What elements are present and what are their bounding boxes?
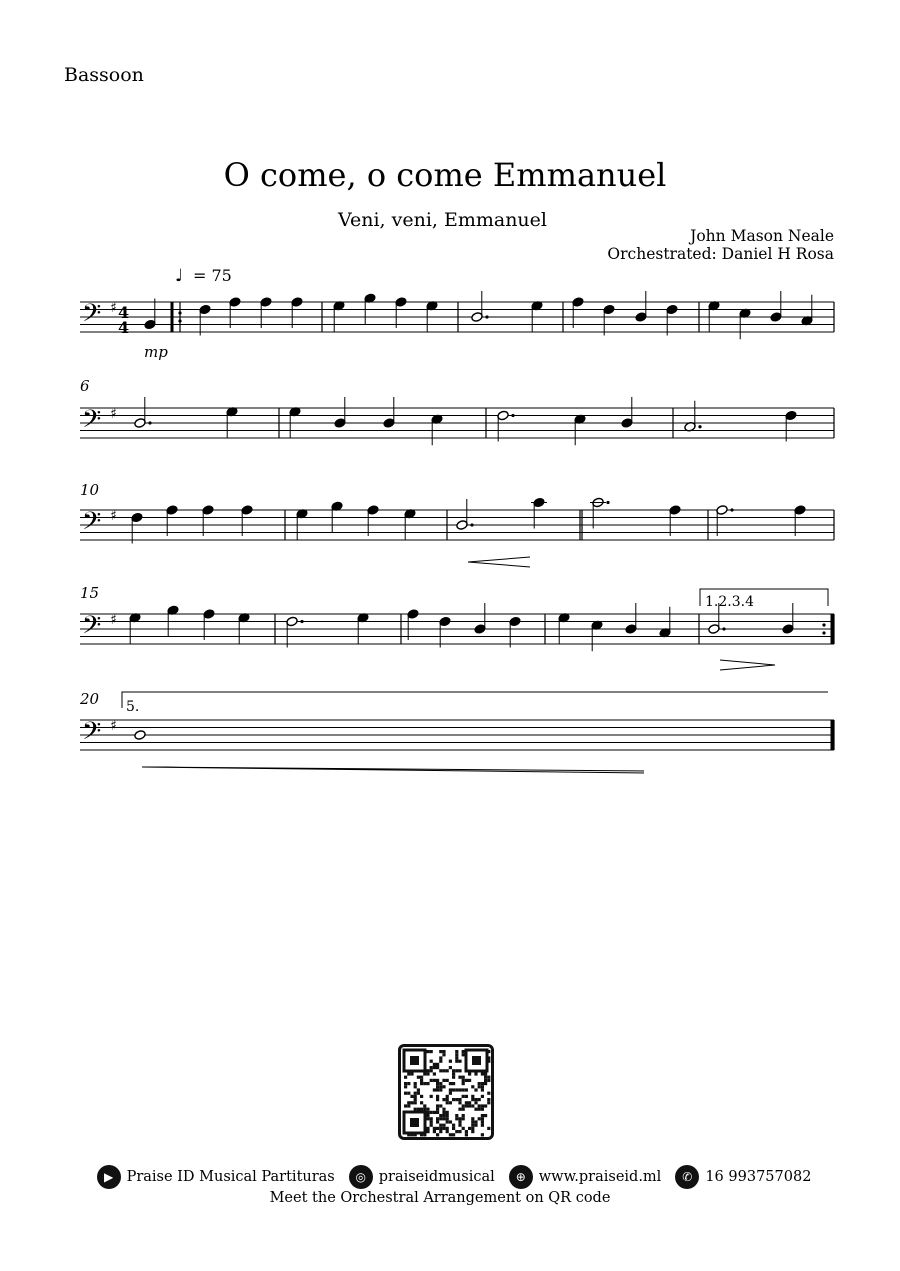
qr-module [458,1120,461,1123]
qr-module [455,1088,458,1091]
qr-module [414,1095,417,1098]
qr-module [404,1085,407,1088]
qr-module [439,1050,442,1053]
qr-module [439,1060,442,1063]
repeat-dot [178,319,181,322]
qr-module [449,1060,452,1063]
qr-module [433,1127,436,1130]
qr-module [484,1076,487,1079]
measure-number-15: 15 [80,584,100,602]
qr-module [442,1069,445,1072]
augmentation-dot [300,620,303,623]
qr-module [481,1108,484,1111]
sharp-icon: ♯ [110,406,117,422]
qr-module [468,1104,471,1107]
volta-2-label: 5. [126,699,140,715]
bass-clef-icon: 𝄢 [82,611,102,646]
qr-module [414,1082,417,1085]
qr-module [442,1098,445,1101]
qr-module [446,1120,449,1123]
qr-module [458,1130,461,1133]
qr-module [433,1111,436,1114]
qr-module [433,1066,436,1069]
qr-module [436,1108,439,1111]
qr-module [442,1050,445,1053]
augmentation-dot [511,414,514,417]
bass-clef-icon: 𝄢 [82,405,102,440]
qr-module [449,1066,452,1069]
qr-module [430,1117,433,1120]
qr-module [446,1127,449,1130]
qr-module [439,1124,442,1127]
qr-module [481,1088,484,1091]
qr-module [452,1133,455,1136]
qr-module [458,1076,461,1079]
sharp-icon: ♯ [110,300,117,316]
qr-module [487,1076,490,1079]
qr-module [414,1085,417,1088]
whatsapp-number[interactable]: 16 993757082 [705,1169,812,1185]
augmentation-dot [470,523,473,526]
qr-module [474,1098,477,1101]
qr-module [462,1088,465,1091]
qr-module [442,1114,445,1117]
qr-module [449,1101,452,1104]
qr-module [452,1127,455,1130]
qr-module [465,1104,468,1107]
qr-module [452,1124,455,1127]
qr-module [455,1050,458,1053]
qr-module [474,1101,477,1104]
qr-module [436,1133,439,1136]
measure-number-6: 6 [80,377,90,395]
qr-module [410,1095,413,1098]
qr-module [436,1095,439,1098]
tempo-marking: = 75 [193,266,232,285]
arranger-credit: Orchestrated: Daniel H Rosa [607,245,834,263]
instrument-name: Bassoon [64,64,144,86]
qr-module [420,1082,423,1085]
qr-module [404,1076,407,1079]
bass-clef-icon: 𝄢 [82,717,102,752]
qr-module [458,1088,461,1091]
qr-module [449,1120,452,1123]
qr-module [410,1101,413,1104]
qr-module [426,1069,429,1072]
qr-module [442,1111,445,1114]
qr-finder-center [410,1118,419,1127]
qr-module [484,1079,487,1082]
qr-module [420,1108,423,1111]
qr-module [442,1124,445,1127]
qr-module [407,1082,410,1085]
qr-module [487,1079,490,1082]
footer-note: Meet the Orchestral Arrangement on QR code [269,1190,611,1206]
qr-module [465,1088,468,1091]
volta-1-label: 1.2.3.4 [705,594,754,610]
qr-module [426,1130,429,1133]
crescendo-hairpin [468,557,530,567]
qr-module [487,1101,490,1104]
qr-finder-center [410,1056,419,1065]
qr-module [481,1120,484,1123]
qr-module [407,1072,410,1075]
qr-module [458,1069,461,1072]
footer-contacts [0,1165,900,1189]
qr-module [410,1072,413,1075]
repeat-dot [822,631,825,634]
qr-module [474,1120,477,1123]
qr-module [484,1104,487,1107]
globe-icon[interactable]: ⊕ [509,1165,533,1189]
qr-module [439,1082,442,1085]
dynamic-marking: mp [144,343,168,361]
qr-module [414,1092,417,1095]
qr-module [430,1120,433,1123]
qr-module [436,1063,439,1066]
qr-module [426,1127,429,1130]
qr-module [436,1117,439,1120]
qr-module [465,1079,468,1082]
qr-module [462,1127,465,1130]
decrescendo-hairpin [720,660,775,670]
qr-module [487,1127,490,1130]
repeat-dot [822,623,825,626]
qr-module [430,1069,433,1072]
qr-module [455,1060,458,1063]
qr-module [407,1101,410,1104]
qr-module [439,1069,442,1072]
qr-module [465,1130,468,1133]
qr-module [474,1088,477,1091]
qr-module [458,1098,461,1101]
qr-module [446,1079,449,1082]
qr-module [471,1124,474,1127]
qr-module [458,1117,461,1120]
sharp-icon: ♯ [110,718,117,734]
qr-module [455,1114,458,1117]
qr-module [436,1088,439,1091]
qr-module [449,1092,452,1095]
sharp-icon: ♯ [110,612,117,628]
note-head [134,730,146,741]
qr-module [471,1127,474,1130]
qr-module [439,1130,442,1133]
qr-module [455,1056,458,1059]
qr-module [433,1079,436,1082]
qr-module [436,1079,439,1082]
qr-module [420,1076,423,1079]
augmentation-dot [606,501,609,504]
bass-clef-icon: 𝄢 [82,507,102,542]
qr-module [455,1053,458,1056]
piece-title: O come, o come Emmanuel [223,156,667,194]
qr-module [452,1076,455,1079]
qr-module [430,1124,433,1127]
qr-module [446,1130,449,1133]
qr-module [442,1108,445,1111]
qr-module [430,1111,433,1114]
augmentation-dot [698,425,701,428]
qr-module [481,1133,484,1136]
augmentation-dot [722,627,725,630]
qr-module [455,1098,458,1101]
qr-module [452,1082,455,1085]
qr-module [452,1098,455,1101]
qr-module [458,1101,461,1104]
qr-module [478,1108,481,1111]
qr-module [430,1095,433,1098]
time-signature-bottom: 4 [118,318,130,337]
qr-module [446,1114,449,1117]
qr-module [481,1117,484,1120]
qr-module [471,1120,474,1123]
qr-module [452,1072,455,1075]
qr-module [471,1117,474,1120]
qr-module [481,1085,484,1088]
qr-module [426,1072,429,1075]
qr-module [468,1127,471,1130]
qr-module [446,1069,449,1072]
qr-module [458,1124,461,1127]
qr-module [478,1104,481,1107]
qr-module [433,1063,436,1066]
qr-module [446,1098,449,1101]
qr-module [414,1098,417,1101]
qr-module [404,1104,407,1107]
bass-clef-icon: 𝄢 [82,299,102,334]
qr-module [481,1082,484,1085]
measure-number-20: 20 [80,690,100,708]
qr-module [462,1104,465,1107]
qr-module [462,1108,465,1111]
qr-module [481,1072,484,1075]
qr-module [436,1127,439,1130]
qr-module [471,1104,474,1107]
qr-module [446,1117,449,1120]
qr-module [442,1079,445,1082]
youtube-channel[interactable]: Praise ID Musical Partituras [126,1169,335,1185]
qr-module [430,1050,433,1053]
qr-module [487,1098,490,1101]
qr-module [433,1088,436,1091]
qr-module [449,1088,452,1091]
qr-module [452,1069,455,1072]
qr-module [449,1133,452,1136]
qr-module [436,1082,439,1085]
qr-module [439,1114,442,1117]
qr-module [417,1076,420,1079]
qr-module [423,1108,426,1111]
qr-module [449,1082,452,1085]
qr-module [484,1072,487,1075]
qr-module [414,1108,417,1111]
piece-subtitle: Veni, veni, Emmanuel [337,209,547,231]
qr-module [462,1053,465,1056]
qr-module [414,1101,417,1104]
qr-module [442,1127,445,1130]
augmentation-dot [148,421,151,424]
qr-module [417,1108,420,1111]
qr-module [423,1072,426,1075]
volta-2-bracket [122,692,828,708]
qr-module [465,1095,468,1098]
qr-module [465,1101,468,1104]
qr-module [436,1066,439,1069]
qr-module [420,1101,423,1104]
quarter-note-icon: ♩ [175,266,184,286]
youtube-icon[interactable]: ▶ [97,1165,121,1189]
qr-module [417,1092,420,1095]
qr-module [478,1082,481,1085]
qr-module [426,1111,429,1114]
qr-module [481,1124,484,1127]
qr-module [478,1117,481,1120]
measure-number-10: 10 [80,481,100,499]
qr-module [439,1127,442,1130]
time-signature-top: 4 [118,303,130,322]
qr-module [471,1130,474,1133]
qr-module [484,1114,487,1117]
qr-module [462,1117,465,1120]
qr-module [478,1085,481,1088]
qr-module [481,1104,484,1107]
qr-module [433,1130,436,1133]
qr-module [439,1085,442,1088]
repeat-dot [178,311,181,314]
qr-module [426,1117,429,1120]
qr-module [430,1079,433,1082]
qr-module [462,1114,465,1117]
qr-module [468,1072,471,1075]
sharp-icon: ♯ [110,508,117,524]
qr-module [481,1095,484,1098]
qr-module [465,1133,468,1136]
qr-module [462,1095,465,1098]
qr-module [446,1111,449,1114]
qr-module [407,1092,410,1095]
decrescendo-hairpin [142,767,644,773]
qr-module [436,1120,439,1123]
lyricist-credit: John Mason Neale [690,227,834,245]
qr-module [462,1076,465,1079]
whatsapp-icon[interactable]: ✆ [675,1165,699,1189]
qr-module [474,1108,477,1111]
qr-module [455,1117,458,1120]
qr-module [404,1092,407,1095]
qr-module [458,1060,461,1063]
qr-module [471,1095,474,1098]
qr-module [471,1085,474,1088]
qr-module [426,1050,429,1053]
qr-module [455,1069,458,1072]
qr-module [468,1101,471,1104]
qr-module [452,1088,455,1091]
qr-module [404,1082,407,1085]
instagram-icon[interactable]: ◎ [349,1165,373,1189]
qr-module [436,1098,439,1101]
qr-module [468,1079,471,1082]
qr-module [417,1088,420,1091]
qr-module [407,1104,410,1107]
qr-module [446,1101,449,1104]
qr-module [442,1053,445,1056]
qr-module [436,1104,439,1107]
qr-module [439,1056,442,1059]
qr-module [420,1079,423,1082]
augmentation-dot [730,508,733,511]
qr-module [458,1108,461,1111]
qr-module [442,1117,445,1120]
qr-module [471,1098,474,1101]
qr-module [433,1072,436,1075]
qr-module [426,1114,429,1117]
qr-module [436,1111,439,1114]
qr-module [455,1130,458,1133]
qr-module [430,1066,433,1069]
qr-module [487,1092,490,1095]
qr-module [439,1117,442,1120]
qr-module [426,1108,429,1111]
qr-code[interactable] [398,1044,494,1140]
qr-module [439,1088,442,1091]
qr-module [474,1124,477,1127]
qr-module [423,1104,426,1107]
website-link[interactable]: www.praiseid.ml [538,1169,662,1185]
qr-module [478,1098,481,1101]
augmentation-dot [485,315,488,318]
qr-module [481,1114,484,1117]
qr-module [436,1085,439,1088]
qr-module [462,1079,465,1082]
qr-module [423,1082,426,1085]
qr-module [474,1072,477,1075]
qr-module [426,1082,429,1085]
qr-code-image [401,1047,491,1137]
qr-module [430,1060,433,1063]
instagram-handle[interactable]: praiseidmusical [378,1169,495,1185]
qr-module [439,1104,442,1107]
qr-module [484,1082,487,1085]
qr-module [462,1082,465,1085]
qr-module [446,1095,449,1098]
qr-module [462,1050,465,1053]
qr-finder-center [472,1056,481,1065]
qr-module [442,1085,445,1088]
qr-module [420,1095,423,1098]
